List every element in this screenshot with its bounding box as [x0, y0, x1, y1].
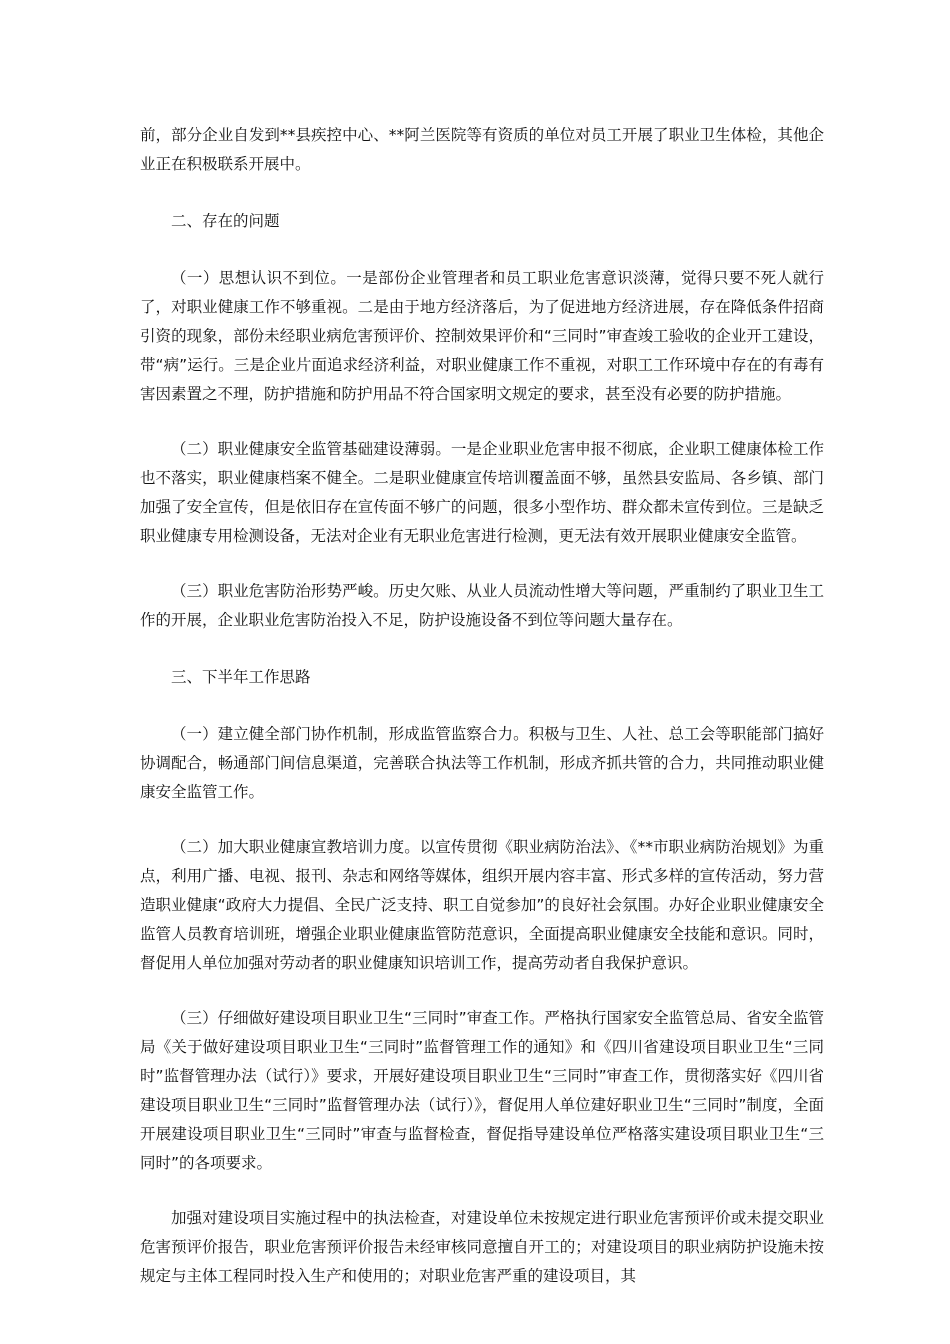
paragraph-problem-2: （二）职业健康安全监管基础建设薄弱。一是企业职业危害申报不彻底，企业职工健康体检工作也不落实，职业健康档案不健全。二是职业健康宣传培训覆盖面不够，虽然县安监局、各乡镇、部门加强了安全宣传，但是依旧存在宣传面不够广的问题，很多小型作坊、群众都未宣传到位。三是缺乏职业健康专用检测设备，无法对企业有无职业危害进行检测，更无法有效开展职业健康安全监管。 — [140, 440, 824, 545]
paragraph-problem-3: （三）职业危害防治形势严峻。历史欠账、从业人员流动性增大等问题，严重制约了职业卫生工作的开展，企业职业危害防治投入不足，防护设施设备不到位等问题大量存在。 — [140, 582, 824, 629]
paragraph-enforcement: 加强对建设项目实施过程中的执法检查，对建设单位未按规定进行职业危害预评价或未提交职业危害预评价报告，职业危害预评价报告未经审核同意擅自开工的；对建设项目的职业病防护设施未按规定与主体工程同时投入生产和使用的；对职业危害严重的建设项目，其 — [140, 1209, 824, 1285]
paragraph-plan-1: （一）建立健全部门协作机制，形成监管监察合力。积极与卫生、人社、总工会等职能部门搞好协调配合，畅通部门间信息渠道，完善联合执法等工作机制，形成齐抓共管的合力，共同推动职业健康安全监管工作。 — [140, 725, 824, 801]
section-heading-plan: 三、下半年工作思路 — [171, 668, 311, 686]
paragraph-intro-continuation: 前，部分企业自发到**县疾控中心、**阿兰医院等有资质的单位对员工开展了职业卫生体检，其他企业正在积极联系开展中。 — [140, 126, 824, 173]
paragraph-problem-1: （一）思想认识不到位。一是部份企业管理者和员工职业危害意识淡薄，觉得只要不死人就行了，对职业健康工作不够重视。二是由于地方经济落后，为了促进地方经济进展，存在降低条件招商引资的现象，部份未经职业病危害预评价、控制效果评价和“三同时”审查竣工验收的企业开工建设，带“病”运行。三是企业片面追求经济利益，对职业健康工作不重视，对职工工作环境中存在的有毒有害因素置之不理，防护措施和防护用品不符合国家明文规定的要求，甚至没有必要的防护措施。 — [140, 269, 824, 403]
paragraph-plan-2: （二）加大职业健康宣教培训力度。以宣传贯彻《职业病防治法》、《**市职业病防治规划》为重点，利用广播、电视、报刊、杂志和网络等媒体，组织开展内容丰富、形式多样的宣传活动，努力营造职业健康“政府大力提倡、全民广泛支持、职工自觉参加”的良好社会氛围。办好企业职业健康安全监管人员教育培训班，增强企业职业健康监管防范意识，全面提高职业健康安全技能和意识。同时，督促用人单位加强对劳动者的职业健康知识培训工作，提高劳动者自我保护意识。 — [140, 838, 824, 972]
section-heading-problems: 二、存在的问题 — [171, 212, 280, 230]
paragraph-plan-3: （三）仔细做好建设项目职业卫生“三同时”审查工作。严格执行国家安全监管总局、省安全监管局《关于做好建设项目职业卫生“三同时”监督管理工作的通知》和《四川省建设项目职业卫生“三同时”监督管理办法（试行）》要求，开展好建设项目职业卫生“三同时”审查工作，贯彻落实好《四川省建设项目职业卫生“三同时”监督管理办法（试行）》，督促用人单位建好职业卫生“三同时”制度，全面开展建设项目职业卫生“三同时”审查与监督检查，督促指导建设单位严格落实建设项目职业卫生“三同时”的各项要求。 — [140, 1009, 824, 1172]
document-body — [140, 121, 824, 1291]
